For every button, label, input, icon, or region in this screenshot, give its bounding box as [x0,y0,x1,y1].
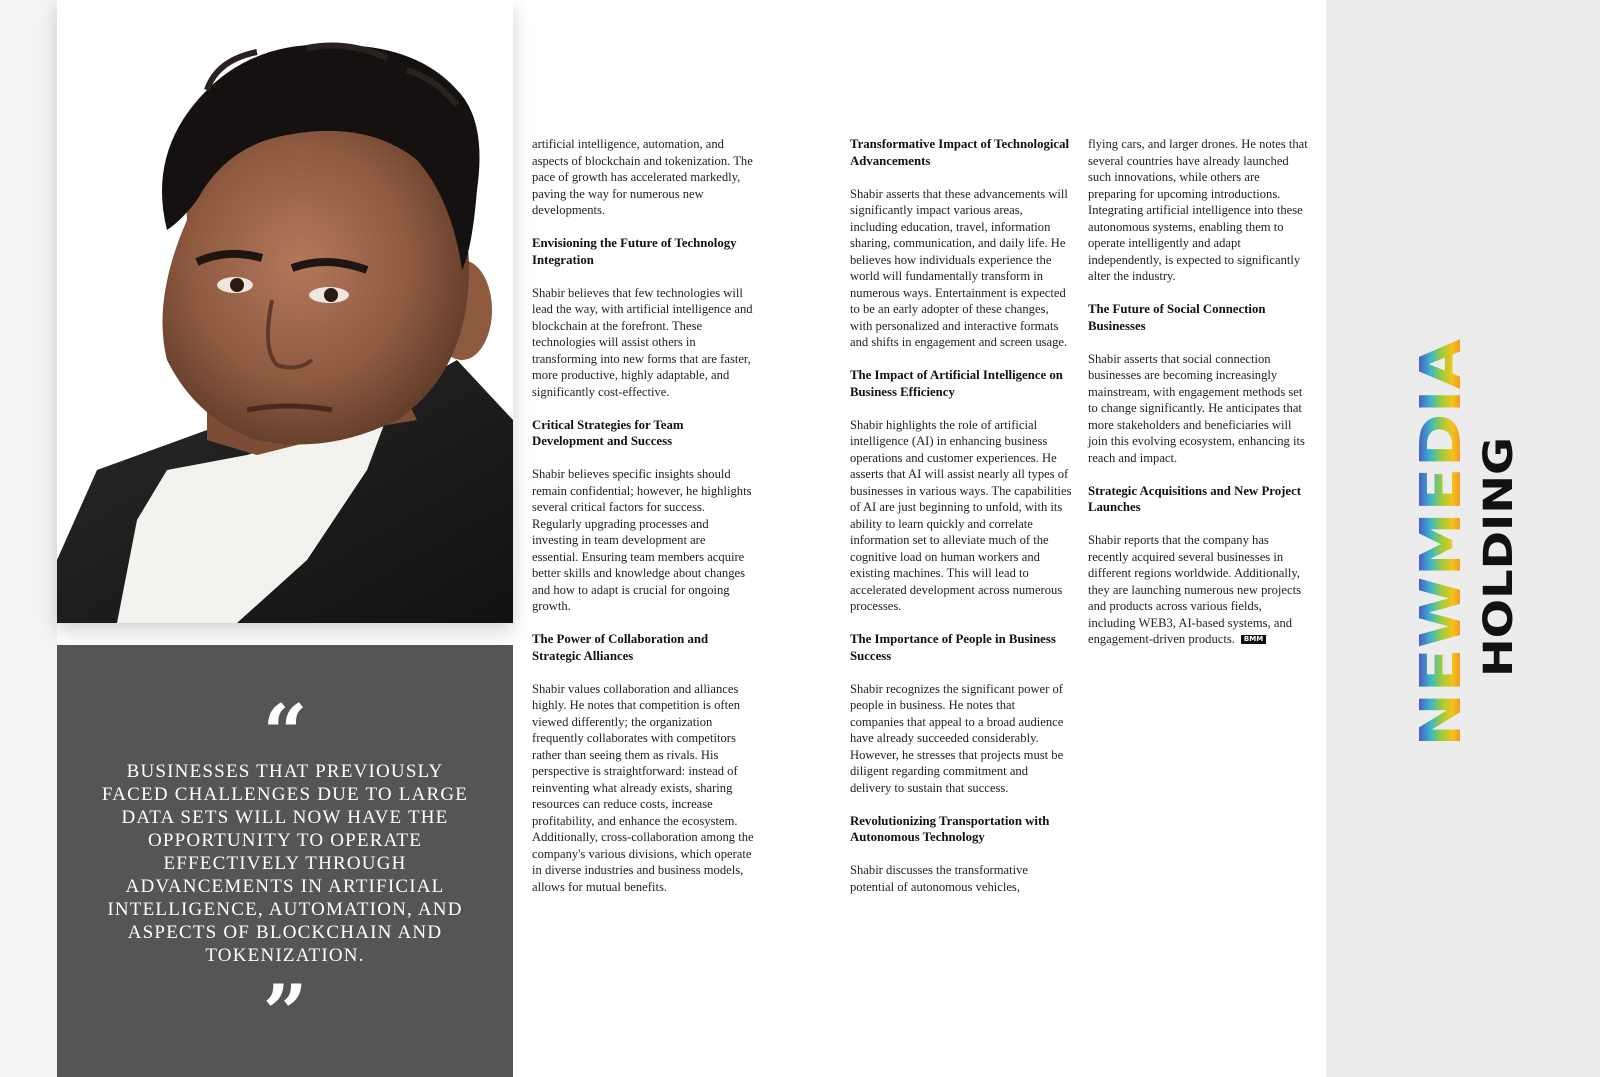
article-column-3 [1088,136,1310,664]
paragraph: Shabir believes that few technologies will lead the way, with artificial intelligence and blockchain at the forefront. These technologies will assist others in transforming into new forms that are faster, more productive, highly adaptable, and significantly cost-effective. [532,285,753,399]
portrait-photo [57,0,513,623]
paragraph: Shabir believes specific insights should remain confidential; however, he highlights several critical factors for success. Regularly upgrading processes and investing in team development are essential. Ensuring team members acquire better skills and knowledge about changes and how to adapt is crucial for ongoing growth. [532,467,752,613]
pull-quote [57,645,513,1077]
section-heading: Revolutionizing Transportation with Autonomous Technology [850,813,1050,844]
pull-quote-text: BUSINESSES THAT PREVIOUSLY FACED CHALLENGES DUE TO LARGE DATA SETS WILL NOW HAVE THE OPPORTUNITY TO OPERATE EFFECTIVELY THROUGH ADVANCEMENTS IN ARTIFICIAL INTELLIGENCE, AUTOMATION, AND ASPECTS OF BLOCKCHAIN AND TOKENIZATION. [101,761,469,966]
paragraph: flying cars, and larger drones. He notes that several countries have already launched such innovations, while others are preparing for upcoming introductions. Integrating artificial intelligence into these autonomous systems, enabling them to operate intelligently and adapt independently, is expected to significantly alter the industry. [1088,137,1308,283]
end-mark-icon: BMM [1241,635,1266,644]
section-heading: Strategic Acquisitions and New Project Launches [1088,483,1302,514]
paragraph: artificial intelligence, automation, and aspects of blockchain and tokenization. The pace of growth has accelerated markedly, paving the way for numerous new developments. [532,137,753,217]
paragraph: Shabir asserts that social connection businesses are becoming increasingly mainstream, with engagement methods set to change significantly. He anticipates that more stakeholders and beneficiaries will join this evolving ecosystem, enhancing its reach and impact. [1088,351,1305,465]
close-quote-icon: ” [262,968,308,1059]
article-column-2 [850,136,1072,912]
section-heading: The Future of Social Connection Businesses [1088,302,1266,333]
logo-word-holding: HOLDING [1476,469,1522,677]
paragraph: Shabir values collaboration and alliances highly. He notes that competition is often viewed differently; the organization frequently collaborates with competitors rather than seeing them as rivals. His perspective is straightforward: instead of reinventing what already exists, sharing resources can reduce costs, increase profitability, and enhance the ecosystem. Additionally, cross-collaboration among the company's various divisions, which operate in diverse industries and business models, allows for mutual benefits. [532,681,754,894]
paragraph-text: Shabir reports that the company has recently acquired several businesses in different regions worldwide. Additionally, they are launching numerous new projects and products across various fields, including WEB3, AI-based systems, and engagement-driven products. [1088,533,1301,646]
left-margin [0,0,57,1077]
paragraph [1088,532,1310,648]
paragraph: Shabir highlights the role of artificial intelligence (AI) in enhancing business operations and customer experiences. He asserts that AI will assist nearly all types of businesses in various ways. The capabilities of AI are just beginning to unfold, with its ability to learn quickly and correlate information set to alleviate much of the cognitive load on human workers and existing machines. This will lead to accelerated development across numerous processes. [850,417,1072,613]
section-heading: Transformative Impact of Technological Advancements [850,137,1070,168]
logo-word-newmedia: NEWMEDIA [1409,395,1474,747]
new-media-holding-logo [1405,335,1522,755]
paragraph: Shabir recognizes the significant power of people in business. He notes that companies that appeal to a broad audience have already succeeded considerably. However, he stresses that projects must be diligent regarding commitment and delivery to sustain that success. [850,681,1064,795]
paragraph: Shabir asserts that these advancements will significantly impact various areas, including education, travel, information sharing, communication, and daily life. He believes how individuals experience the world will fundamentally transform in numerous ways. Entertainment is expected to be an early adopter of these changes, with personalized and interactive formats and shifts in engagement and screen usage. [850,186,1068,349]
section-heading: Envisioning the Future of Technology Integration [532,236,737,267]
paragraph: Shabir discusses the transformative potential of autonomous vehicles, [850,863,1029,894]
section-heading: The Power of Collaboration and Strategic Alliances [532,632,709,663]
section-heading: The Importance of People in Business Success [850,632,1056,663]
section-heading: Critical Strategies for Team Development and Success [532,417,684,448]
section-heading: The Impact of Artificial Intelligence on Business Efficiency [850,368,1063,399]
open-quote-icon: “ [262,688,308,779]
article-column-1 [532,136,754,912]
